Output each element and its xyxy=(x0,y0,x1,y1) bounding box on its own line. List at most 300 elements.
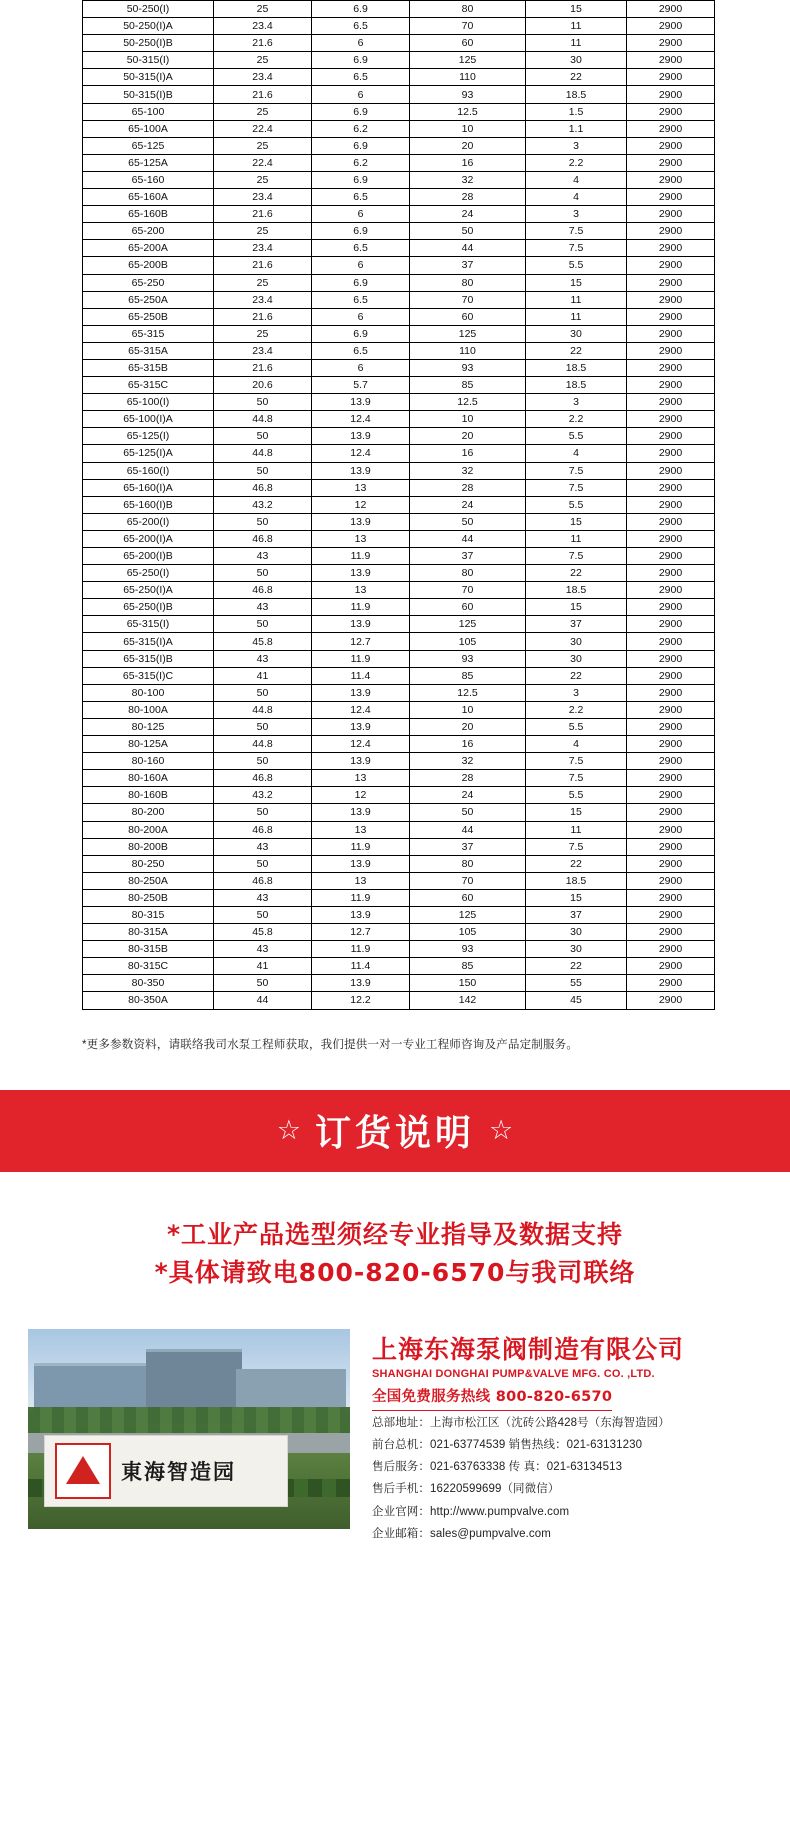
table-row xyxy=(83,274,715,291)
table-cell: 65-200(I)B xyxy=(83,548,214,565)
table-cell: 2900 xyxy=(627,308,715,325)
table-cell: 2900 xyxy=(627,325,715,342)
table-cell: 85 xyxy=(410,667,526,684)
table-cell: 11 xyxy=(526,821,627,838)
table-cell: 6.5 xyxy=(312,18,410,35)
table-cell: 43 xyxy=(214,650,312,667)
table-row xyxy=(83,530,715,547)
table-cell: 105 xyxy=(410,924,526,941)
table-cell: 24 xyxy=(410,496,526,513)
table-cell: 65-315(I)C xyxy=(83,667,214,684)
table-cell: 32 xyxy=(410,753,526,770)
table-cell: 18.5 xyxy=(526,582,627,599)
table-cell: 50 xyxy=(214,394,312,411)
table-cell: 70 xyxy=(410,18,526,35)
table-cell: 80-160 xyxy=(83,753,214,770)
table-row xyxy=(83,154,715,171)
table-cell: 7.5 xyxy=(526,223,627,240)
table-cell: 12.2 xyxy=(312,992,410,1009)
table-cell: 6.5 xyxy=(312,291,410,308)
table-cell: 6.9 xyxy=(312,223,410,240)
table-cell: 6.9 xyxy=(312,103,410,120)
table-row xyxy=(83,342,715,359)
table-cell: 21.6 xyxy=(214,86,312,103)
table-row xyxy=(83,291,715,308)
table-cell: 11.4 xyxy=(312,667,410,684)
table-cell: 2900 xyxy=(627,924,715,941)
table-cell: 21.6 xyxy=(214,359,312,376)
table-row xyxy=(83,1,715,18)
table-cell: 65-160(I) xyxy=(83,462,214,479)
table-cell: 50 xyxy=(214,804,312,821)
contact-after-sales: 售后服务：021-63763338 传 真：021-63134513 xyxy=(372,1461,623,1474)
table-cell: 2900 xyxy=(627,992,715,1009)
table-cell: 44 xyxy=(214,992,312,1009)
table-cell: 80-315C xyxy=(83,958,214,975)
table-cell: 2900 xyxy=(627,154,715,171)
table-cell: 60 xyxy=(410,35,526,52)
table-cell: 110 xyxy=(410,342,526,359)
table-cell: 50 xyxy=(410,513,526,530)
table-cell: 2900 xyxy=(627,889,715,906)
table-cell: 7.5 xyxy=(526,240,627,257)
table-cell: 2900 xyxy=(627,821,715,838)
table-cell: 2900 xyxy=(627,479,715,496)
table-cell: 28 xyxy=(410,479,526,496)
table-cell: 80-125 xyxy=(83,718,214,735)
table-cell: 2900 xyxy=(627,701,715,718)
table-row xyxy=(83,821,715,838)
table-row xyxy=(83,992,715,1009)
table-cell: 5.5 xyxy=(526,718,627,735)
table-cell: 16 xyxy=(410,736,526,753)
table-row xyxy=(83,445,715,462)
table-cell: 80-250A xyxy=(83,872,214,889)
table-cell: 80-200 xyxy=(83,804,214,821)
table-cell: 18.5 xyxy=(526,359,627,376)
table-cell: 50-315(I)B xyxy=(83,86,214,103)
table-cell: 30 xyxy=(526,633,627,650)
table-cell: 6.9 xyxy=(312,325,410,342)
table-cell: 12.7 xyxy=(312,924,410,941)
table-cell: 50-315(I)A xyxy=(83,69,214,86)
table-cell: 46.8 xyxy=(214,770,312,787)
table-cell: 6.9 xyxy=(312,1,410,18)
table-cell: 2900 xyxy=(627,291,715,308)
table-cell: 110 xyxy=(410,69,526,86)
table-row xyxy=(83,838,715,855)
table-cell: 2900 xyxy=(627,86,715,103)
table-row xyxy=(83,667,715,684)
table-cell: 6.2 xyxy=(312,120,410,137)
table-cell: 13.9 xyxy=(312,855,410,872)
table-cell: 23.4 xyxy=(214,291,312,308)
table-cell: 65-200(I)A xyxy=(83,530,214,547)
table-cell: 13.9 xyxy=(312,906,410,923)
table-row xyxy=(83,479,715,496)
table-row xyxy=(83,52,715,69)
table-cell: 3 xyxy=(526,137,627,154)
table-cell: 6.9 xyxy=(312,137,410,154)
table-cell: 6.9 xyxy=(312,52,410,69)
table-cell: 2900 xyxy=(627,958,715,975)
table-cell: 22 xyxy=(526,855,627,872)
table-cell: 11 xyxy=(526,291,627,308)
table-cell: 60 xyxy=(410,889,526,906)
table-cell: 125 xyxy=(410,906,526,923)
table-cell: 2900 xyxy=(627,770,715,787)
table-cell: 6 xyxy=(312,206,410,223)
table-cell: 6.9 xyxy=(312,274,410,291)
table-cell: 43.2 xyxy=(214,787,312,804)
table-cell: 12 xyxy=(312,496,410,513)
table-row xyxy=(83,428,715,445)
table-row xyxy=(83,377,715,394)
table-cell: 20 xyxy=(410,137,526,154)
company-logo-icon xyxy=(55,1443,111,1499)
table-cell: 28 xyxy=(410,189,526,206)
table-row xyxy=(83,804,715,821)
table-cell: 20.6 xyxy=(214,377,312,394)
star-left-icon: ☆ xyxy=(276,1115,301,1146)
table-cell: 65-250B xyxy=(83,308,214,325)
table-cell: 10 xyxy=(410,701,526,718)
table-cell: 41 xyxy=(214,958,312,975)
table-cell: 22 xyxy=(526,342,627,359)
table-cell: 80 xyxy=(410,565,526,582)
table-cell: 125 xyxy=(410,616,526,633)
table-cell: 15 xyxy=(526,1,627,18)
table-cell: 65-125A xyxy=(83,154,214,171)
table-cell: 30 xyxy=(526,924,627,941)
table-cell: 45.8 xyxy=(214,633,312,650)
table-cell: 12.5 xyxy=(410,103,526,120)
table-cell: 32 xyxy=(410,462,526,479)
table-row xyxy=(83,462,715,479)
table-cell: 80-250 xyxy=(83,855,214,872)
table-cell: 65-250(I)B xyxy=(83,599,214,616)
table-cell: 15 xyxy=(526,889,627,906)
table-row xyxy=(83,189,715,206)
table-cell: 2900 xyxy=(627,941,715,958)
table-cell: 2900 xyxy=(627,120,715,137)
table-cell: 13.9 xyxy=(312,616,410,633)
table-cell: 2900 xyxy=(627,257,715,274)
table-cell: 30 xyxy=(526,325,627,342)
table-cell: 3 xyxy=(526,394,627,411)
table-cell: 21.6 xyxy=(214,308,312,325)
table-cell: 13.9 xyxy=(312,513,410,530)
table-cell: 50 xyxy=(214,855,312,872)
table-row xyxy=(83,924,715,941)
table-cell: 13.9 xyxy=(312,975,410,992)
table-cell: 2.2 xyxy=(526,411,627,428)
table-cell: 50 xyxy=(214,975,312,992)
table-cell: 65-125 xyxy=(83,137,214,154)
table-cell: 80-315A xyxy=(83,924,214,941)
table-cell: 24 xyxy=(410,787,526,804)
table-cell: 4 xyxy=(526,171,627,188)
table-cell: 23.4 xyxy=(214,240,312,257)
table-cell: 25 xyxy=(214,223,312,240)
table-cell: 80-315 xyxy=(83,906,214,923)
table-cell: 46.8 xyxy=(214,530,312,547)
table-cell: 125 xyxy=(410,52,526,69)
table-cell: 44.8 xyxy=(214,736,312,753)
table-cell: 2900 xyxy=(627,872,715,889)
table-row xyxy=(83,257,715,274)
table-cell: 13 xyxy=(312,770,410,787)
table-cell: 43.2 xyxy=(214,496,312,513)
photo-sign xyxy=(44,1435,288,1507)
table-cell: 5.7 xyxy=(312,377,410,394)
table-cell: 37 xyxy=(410,257,526,274)
table-cell: 22 xyxy=(526,958,627,975)
table-cell: 142 xyxy=(410,992,526,1009)
banner-title: 订货说明 xyxy=(314,1113,475,1155)
table-row xyxy=(83,736,715,753)
table-cell: 2900 xyxy=(627,496,715,513)
contact-front-desk: 前台总机：021-63774539 销售热线：021-63131230 xyxy=(372,1439,643,1452)
factory-photo xyxy=(28,1329,350,1529)
table-row xyxy=(83,394,715,411)
table-row xyxy=(83,565,715,582)
table-cell: 37 xyxy=(410,838,526,855)
table-cell: 6 xyxy=(312,86,410,103)
table-cell: 46.8 xyxy=(214,582,312,599)
table-cell: 3 xyxy=(526,684,627,701)
table-cell: 2900 xyxy=(627,565,715,582)
table-cell: 50 xyxy=(214,513,312,530)
table-cell: 2900 xyxy=(627,428,715,445)
table-row xyxy=(83,770,715,787)
table-cell: 37 xyxy=(526,906,627,923)
table-cell: 4 xyxy=(526,445,627,462)
table-cell: 65-315(I) xyxy=(83,616,214,633)
table-cell: 80-350 xyxy=(83,975,214,992)
table-row xyxy=(83,513,715,530)
table-cell: 125 xyxy=(410,325,526,342)
table-row xyxy=(83,223,715,240)
table-cell: 70 xyxy=(410,291,526,308)
table-cell: 11.9 xyxy=(312,548,410,565)
table-cell: 2900 xyxy=(627,633,715,650)
table-cell: 25 xyxy=(214,1,312,18)
table-cell: 43 xyxy=(214,941,312,958)
table-cell: 60 xyxy=(410,599,526,616)
table-cell: 65-200(I) xyxy=(83,513,214,530)
table-row xyxy=(83,359,715,376)
table-cell: 13 xyxy=(312,821,410,838)
headlines-section xyxy=(0,1172,790,1304)
table-cell: 65-250(I) xyxy=(83,565,214,582)
table-row xyxy=(83,599,715,616)
table-cell: 16 xyxy=(410,445,526,462)
table-note: *更多参数资料，请联络我司水泵工程师获取，我们提供一对一专业工程师咨询及产品定制服务。 xyxy=(82,1038,579,1051)
table-cell: 93 xyxy=(410,86,526,103)
table-cell: 13 xyxy=(312,582,410,599)
table-cell: 4 xyxy=(526,189,627,206)
table-cell: 105 xyxy=(410,633,526,650)
table-cell: 28 xyxy=(410,770,526,787)
table-cell: 15 xyxy=(526,513,627,530)
table-row xyxy=(83,103,715,120)
table-row xyxy=(83,496,715,513)
table-cell: 65-315(I)A xyxy=(83,633,214,650)
table-cell: 44 xyxy=(410,530,526,547)
contact-website[interactable]: 企业官网：http://www.pumpvalve.com xyxy=(372,1505,570,1518)
table-cell: 12.5 xyxy=(410,684,526,701)
table-cell: 50-250(I)B xyxy=(83,35,214,52)
table-cell: 65-250 xyxy=(83,274,214,291)
table-cell: 2900 xyxy=(627,838,715,855)
table-row xyxy=(83,872,715,889)
table-cell: 5.5 xyxy=(526,787,627,804)
company-name-en: SHANGHAI DONGHAI PUMP&VALVE MFG. CO. ,LTD. xyxy=(372,1368,655,1381)
table-cell: 2900 xyxy=(627,69,715,86)
table-cell: 10 xyxy=(410,411,526,428)
table-cell: 15 xyxy=(526,804,627,821)
table-cell: 45 xyxy=(526,992,627,1009)
table-cell: 46.8 xyxy=(214,821,312,838)
footer xyxy=(0,1329,790,1562)
table-cell: 22 xyxy=(526,69,627,86)
table-cell: 20 xyxy=(410,718,526,735)
table-cell: 25 xyxy=(214,274,312,291)
table-cell: 50 xyxy=(214,718,312,735)
table-cell: 2900 xyxy=(627,206,715,223)
table-cell: 16 xyxy=(410,154,526,171)
table-cell: 6.5 xyxy=(312,69,410,86)
table-cell: 2900 xyxy=(627,171,715,188)
table-row xyxy=(83,684,715,701)
table-cell: 13 xyxy=(312,479,410,496)
table-cell: 65-160(I)A xyxy=(83,479,214,496)
table-cell: 15 xyxy=(526,274,627,291)
table-cell: 80-100 xyxy=(83,684,214,701)
table-row xyxy=(83,906,715,923)
table-cell: 7.5 xyxy=(526,838,627,855)
table-cell: 65-160(I)B xyxy=(83,496,214,513)
banner-inner xyxy=(277,1105,513,1156)
table-cell: 13.9 xyxy=(312,684,410,701)
table-cell: 13.9 xyxy=(312,718,410,735)
table-cell: 6.9 xyxy=(312,171,410,188)
contact-address: 总部地址：上海市松江区（沈砖公路428号（东海智造园） xyxy=(372,1417,670,1430)
table-row xyxy=(83,325,715,342)
table-cell: 32 xyxy=(410,171,526,188)
table-cell: 11 xyxy=(526,308,627,325)
table-cell: 80-160B xyxy=(83,787,214,804)
table-row xyxy=(83,308,715,325)
table-cell: 45.8 xyxy=(214,924,312,941)
table-cell: 85 xyxy=(410,958,526,975)
table-cell: 44.8 xyxy=(214,411,312,428)
table-cell: 37 xyxy=(410,548,526,565)
table-cell: 65-125(I)A xyxy=(83,445,214,462)
table-cell: 1.1 xyxy=(526,120,627,137)
table-cell: 22 xyxy=(526,667,627,684)
table-cell: 50 xyxy=(214,428,312,445)
contact-mobile: 售后手机：16220599699（同微信） xyxy=(372,1483,560,1496)
table-row xyxy=(83,69,715,86)
table-cell: 12 xyxy=(312,787,410,804)
table-cell: 13 xyxy=(312,530,410,547)
table-cell: 93 xyxy=(410,650,526,667)
table-cell: 65-250(I)A xyxy=(83,582,214,599)
table-row xyxy=(83,582,715,599)
table-cell: 6.5 xyxy=(312,240,410,257)
table-cell: 11.9 xyxy=(312,650,410,667)
table-cell: 13.9 xyxy=(312,753,410,770)
table-row xyxy=(83,855,715,872)
table-cell: 2900 xyxy=(627,975,715,992)
table-cell: 5.5 xyxy=(526,257,627,274)
table-row xyxy=(83,975,715,992)
table-cell: 13.9 xyxy=(312,804,410,821)
table-cell: 2900 xyxy=(627,787,715,804)
sign-text: 東海智造园 xyxy=(121,1460,236,1485)
table-cell: 30 xyxy=(526,941,627,958)
table-cell: 65-160B xyxy=(83,206,214,223)
table-cell: 6.5 xyxy=(312,189,410,206)
table-cell: 22.4 xyxy=(214,120,312,137)
table-cell: 5.5 xyxy=(526,428,627,445)
table-cell: 21.6 xyxy=(214,35,312,52)
table-cell: 65-100A xyxy=(83,120,214,137)
table-cell: 25 xyxy=(214,52,312,69)
table-cell: 150 xyxy=(410,975,526,992)
table-row xyxy=(83,548,715,565)
table-cell: 65-200A xyxy=(83,240,214,257)
table-cell: 5.5 xyxy=(526,496,627,513)
table-cell: 80-160A xyxy=(83,770,214,787)
table-cell: 6 xyxy=(312,308,410,325)
table-cell: 2900 xyxy=(627,804,715,821)
company-name-cn: 上海东海泵阀制造有限公司 xyxy=(372,1335,685,1365)
hotline: 全国免费服务热线 800-820-6570 xyxy=(372,1385,612,1411)
table-cell: 13.9 xyxy=(312,565,410,582)
table-cell: 2900 xyxy=(627,753,715,770)
table-cell: 2900 xyxy=(627,548,715,565)
star-right-icon: ☆ xyxy=(489,1115,514,1146)
table-cell: 2900 xyxy=(627,513,715,530)
table-cell: 65-200B xyxy=(83,257,214,274)
table-cell: 13.9 xyxy=(312,394,410,411)
table-cell: 11.9 xyxy=(312,599,410,616)
table-cell: 2900 xyxy=(627,650,715,667)
table-cell: 2900 xyxy=(627,137,715,154)
table-cell: 23.4 xyxy=(214,189,312,206)
table-row xyxy=(83,120,715,137)
table-row xyxy=(83,941,715,958)
table-cell: 30 xyxy=(526,52,627,69)
table-cell: 3 xyxy=(526,206,627,223)
table-row xyxy=(83,701,715,718)
table-row xyxy=(83,889,715,906)
table-cell: 50 xyxy=(214,753,312,770)
table-row xyxy=(83,616,715,633)
table-cell: 6 xyxy=(312,35,410,52)
table-cell: 2900 xyxy=(627,103,715,120)
table-cell: 80-200A xyxy=(83,821,214,838)
table-cell: 80-100A xyxy=(83,701,214,718)
table-cell: 2900 xyxy=(627,599,715,616)
contact-block xyxy=(350,1329,778,1544)
contact-email[interactable]: 企业邮箱：sales@pumpvalve.com xyxy=(372,1527,551,1540)
table-cell: 6 xyxy=(312,257,410,274)
table-cell: 23.4 xyxy=(214,18,312,35)
